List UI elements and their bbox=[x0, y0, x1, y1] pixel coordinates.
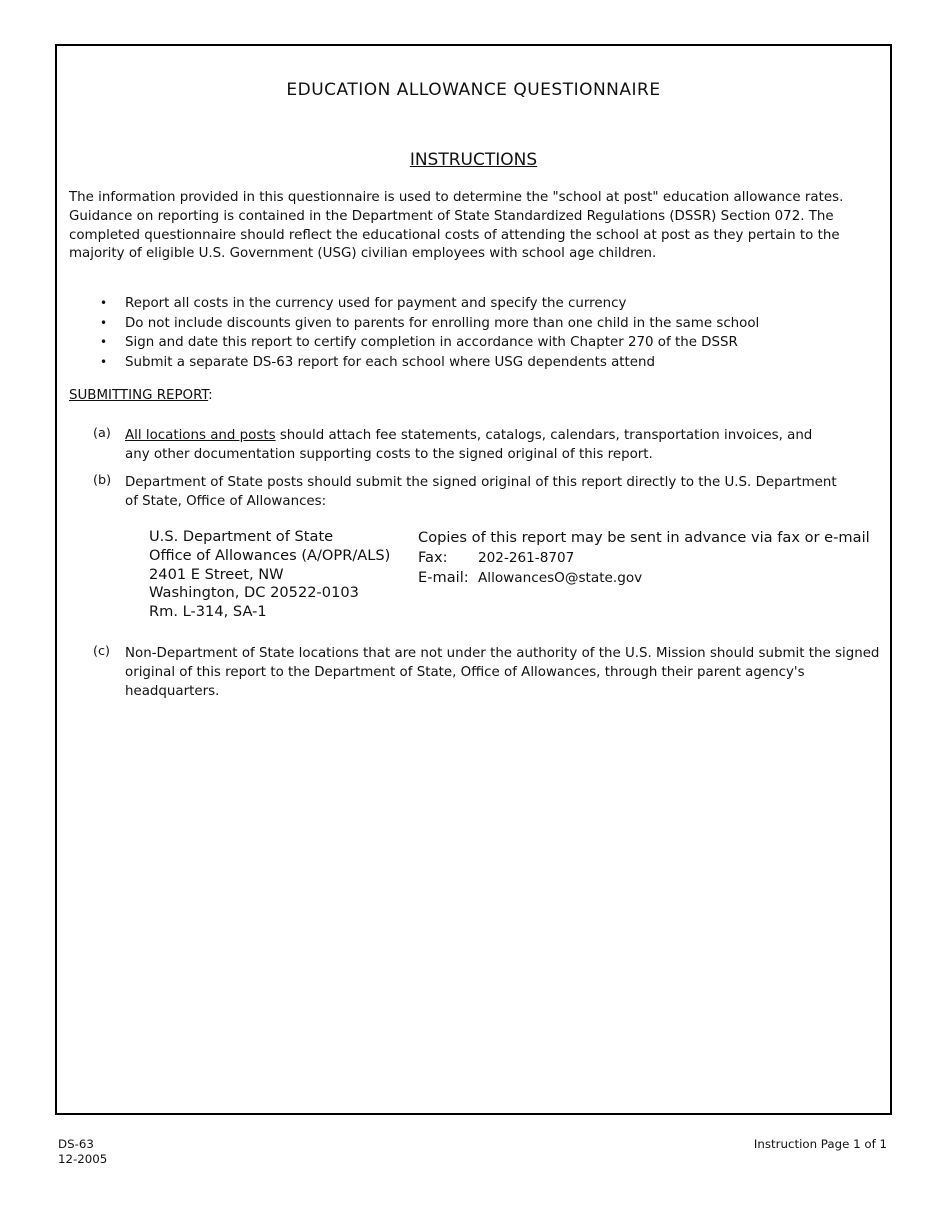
instructions-heading: INSTRUCTIONS bbox=[409, 150, 538, 170]
bullet-text: Sign and date this report to certify completion in accordance with Chapter 270 of the DSSR bbox=[125, 335, 738, 351]
address-line: U.S. Department of State bbox=[149, 528, 334, 545]
bullet-item bbox=[69, 294, 869, 314]
bullet-item bbox=[69, 333, 869, 353]
form-number: DS-63 bbox=[58, 1137, 94, 1151]
bullet-text: Do not include discounts given to parents for enrolling more than one child in the same school bbox=[125, 315, 760, 331]
form-date: 12-2005 bbox=[58, 1151, 108, 1166]
intro-text: The information provided in this questionnaire is used to determine the "school at post" education allowance rates. Guidance on reporting is contained in the Department of State Standardized Regulations (DSSR) Section 072. The completed questionnaire should reflect the educational costs of attending the school at post as they pertain to the majority of eligible U.S. Government (USG) civilian employees with school age children. bbox=[69, 190, 844, 262]
address-line: Rm. L-314, SA-1 bbox=[149, 603, 267, 621]
fax-number: 202-261-8707 bbox=[478, 549, 575, 566]
bullet-icon: • bbox=[100, 354, 108, 369]
copies-info bbox=[418, 528, 870, 589]
bullet-text: Report all costs in the currency used for payment and specify the currency bbox=[125, 296, 627, 311]
heading-colon: : bbox=[208, 388, 213, 403]
address-line: 2401 E Street, NW bbox=[149, 565, 284, 583]
email-row bbox=[418, 568, 870, 589]
form-id bbox=[58, 1137, 107, 1166]
fax-row bbox=[418, 548, 870, 569]
submitting-report-heading bbox=[69, 388, 213, 403]
bullet-item bbox=[69, 314, 869, 334]
bullet-icon: • bbox=[100, 315, 108, 330]
copies-heading: Copies of this report may be sent in advance via fax or e-mail bbox=[418, 529, 870, 546]
submitting-report-title: SUBMITTING REPORT bbox=[69, 388, 209, 403]
item-label: (b) bbox=[93, 473, 112, 488]
item-body: Non-Department of State locations that are not under the authority of the U.S. Mission should submit the signed original of this report to the Department of State, Office of Allowances, through their parent agency's headquarters. bbox=[125, 646, 880, 699]
bullet-item bbox=[69, 353, 869, 373]
email-address: AllowancesO@state.gov bbox=[478, 570, 643, 586]
item-text: should attach fee statements, catalogs, calendars, transportation invoices, and any other documentation supporting costs to the signed original of this report. bbox=[125, 428, 813, 462]
email-label: E-mail: bbox=[418, 569, 469, 586]
item-body bbox=[125, 427, 835, 465]
bullet-text: Submit a separate DS-63 report for each school where USG dependents attend bbox=[125, 354, 656, 370]
bullet-icon: • bbox=[100, 296, 108, 310]
instruction-bullets bbox=[69, 294, 869, 372]
page-indicator: Instruction Page 1 of 1 bbox=[753, 1137, 887, 1151]
address-line: Washington, DC 20522-0103 bbox=[149, 584, 359, 602]
address-line: Office of Allowances (A/OPR/ALS) bbox=[149, 546, 391, 564]
mailing-address bbox=[149, 528, 390, 622]
item-lead-text: All locations and posts bbox=[125, 428, 276, 443]
item-label: (c) bbox=[93, 644, 111, 659]
item-label: (a) bbox=[93, 426, 111, 441]
bullet-icon: • bbox=[100, 335, 108, 350]
form-frame bbox=[55, 44, 892, 1115]
fax-label: Fax: bbox=[418, 548, 448, 566]
item-body: Department of State posts should submit the signed original of this report directly to the U.S. Department of State, Office of Allowances: bbox=[125, 475, 837, 509]
intro-paragraph bbox=[69, 189, 881, 264]
form-title: EDUCATION ALLOWANCE QUESTIONNAIRE bbox=[286, 80, 661, 100]
